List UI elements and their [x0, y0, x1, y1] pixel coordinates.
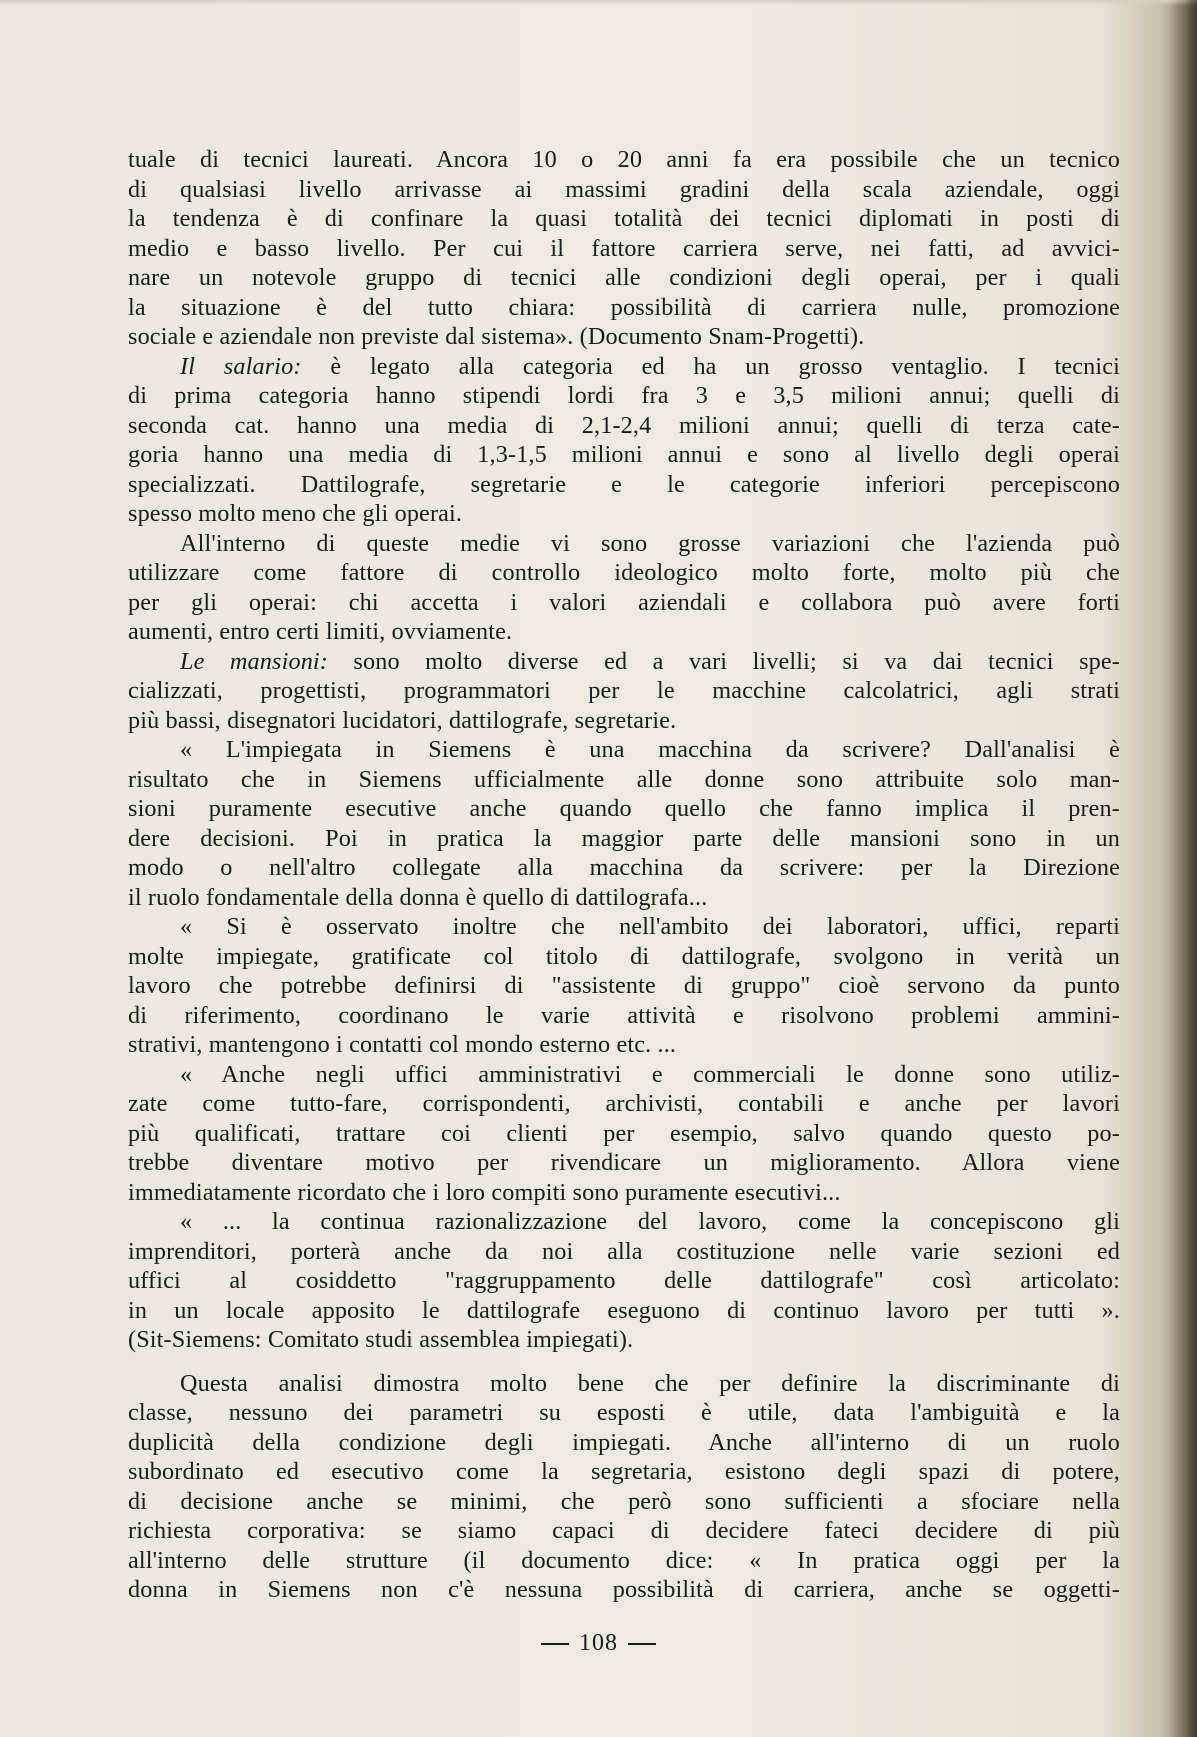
- page-top-edge: [0, 0, 1197, 6]
- text-line: « Si è osservato inoltre che nell'ambito dei laboratori, uffici, reparti: [180, 913, 1120, 940]
- text-line: « ... la continua razionalizzazione del lavoro, come la concepiscono gli: [180, 1208, 1120, 1235]
- text-line: nare un notevole gruppo di tecnici alle condizioni degli operai, per i quali: [128, 264, 1120, 291]
- text-line: per gli operai: chi accetta i valori aziendali e collabora può avere forti: [128, 588, 1120, 616]
- paragraph: [128, 145, 1120, 352]
- text-line: All'interno di queste medie vi sono grosse variazioni che l'azienda può: [180, 529, 1120, 557]
- text-line: di riferimento, coordinano le varie attività e risolvono problemi ammini-: [128, 1001, 1120, 1029]
- page-binding-shadow: [1169, 0, 1197, 1737]
- text-line: medio e basso livello. Per cui il fattore carriera serve, nei fatti, ad avvici-: [128, 234, 1120, 262]
- paragraph: [128, 529, 1120, 647]
- page-number-dash-right: [628, 1643, 656, 1645]
- text-line: dere decisioni. Poi in pratica la maggior parte delle mansioni sono in un: [128, 824, 1120, 852]
- paragraph-gap: [128, 1355, 1120, 1369]
- page-number-dash-left: [541, 1643, 569, 1645]
- text-line: seconda cat. hanno una media di 2,1-2,4 milioni annui; quelli di terza cate-: [128, 411, 1120, 439]
- text-line: strativi, mantengono i contatti col mondo esterno etc. ...: [128, 1031, 677, 1058]
- text-line: immediatamente ricordato che i loro compiti sono puramente esecutivi...: [128, 1178, 841, 1206]
- section-lead: Le mansioni:: [180, 647, 329, 675]
- text-line: goria hanno una media di 1,3-1,5 milioni annui e sono al livello degli operai: [128, 441, 1120, 468]
- text-line: Il salario: è legato alla categoria ed ha un grosso ventaglio. I tecnici: [180, 352, 1120, 380]
- paragraph: [128, 735, 1120, 912]
- page-number-value: 108: [579, 1630, 618, 1656]
- paragraph: [128, 647, 1120, 736]
- text-line: utilizzare come fattore di controllo ideologico molto forte, molto più che: [128, 559, 1120, 586]
- page-number: [0, 1630, 1197, 1657]
- text-line: Le mansioni: sono molto diverse ed a vari livelli; si va dai tecnici spe-: [180, 647, 1120, 675]
- text-line: (Sit-Siemens: Comitato studi assemblea impiegati).: [128, 1326, 634, 1353]
- text-line: « L'impiegata in Siemens è una macchina da scrivere? Dall'analisi è: [180, 736, 1120, 763]
- text-line: classe, nessuno dei parametri su esposti è utile, data l'ambiguità e la: [128, 1399, 1120, 1426]
- text-line: Questa analisi dimostra molto bene che per definire la discriminante di: [180, 1369, 1120, 1397]
- text-line: all'interno delle strutture (il documento dice: « In pratica oggi per la: [128, 1546, 1120, 1574]
- paragraph: [128, 912, 1120, 1060]
- text-line: il ruolo fondamentale della donna è quello di dattilografa...: [128, 883, 708, 911]
- text-line: specializzati. Dattilografe, segretarie e le categorie inferiori percepiscono: [128, 470, 1120, 498]
- text-line: uffici al cosiddetto "raggruppamento delle dattilografe" così articolato:: [128, 1267, 1120, 1294]
- text-line: la situazione è del tutto chiara: possibilità di carriera nulle, promozione: [128, 293, 1120, 321]
- text-line: duplicità della condizione degli impiegati. Anche all'interno di un ruolo: [128, 1428, 1120, 1456]
- text-line: più qualificati, trattare coi clienti per esempio, salvo quando questo po-: [128, 1119, 1120, 1147]
- paragraph: [128, 1060, 1120, 1208]
- text-line: di decisione anche se minimi, che però sono sufficienti a sfociare nella: [128, 1487, 1120, 1515]
- text-line: molte impiegate, gratificate col titolo di dattilografe, svolgono in verità un: [128, 942, 1120, 970]
- text-line: in un locale apposito le dattilografe eseguono di continuo lavoro per tutti ».: [128, 1296, 1120, 1324]
- text-line: zate come tutto-fare, corrispondenti, archivisti, contabili e anche per lavori: [128, 1090, 1120, 1117]
- text-line: aumenti, entro certi limiti, ovviamente.: [128, 618, 513, 645]
- text-line: modo o nell'altro collegate alla macchina da scrivere: per la Direzione: [128, 854, 1120, 881]
- section-lead: Il salario:: [180, 352, 302, 380]
- text-line: subordinato ed esecutivo come la segretaria, esistono degli spazi di potere,: [128, 1458, 1120, 1485]
- text-line: tuale di tecnici laureati. Ancora 10 o 20 anni fa era possibile che un tecnico: [128, 146, 1120, 173]
- body-text: [128, 145, 1120, 1605]
- paragraph: [128, 352, 1120, 529]
- text-line: donna in Siemens non c'è nessuna possibilità di carriera, anche se oggetti-: [128, 1576, 1120, 1603]
- text-line: cializzati, progettisti, programmatori per le macchine calcolatrici, agli strati: [128, 677, 1120, 704]
- text-line: trebbe diventare motivo per rivendicare un miglioramento. Allora viene: [128, 1149, 1120, 1176]
- text-line: risultato che in Siemens ufficialmente alle donne sono attribuite solo man-: [128, 765, 1120, 793]
- text-line: sociale e aziendale non previste dal sistema». (Documento Snam-Progetti).: [128, 323, 865, 350]
- text-line: più bassi, disegnatori lucidatori, dattilografe, segretarie.: [128, 706, 677, 734]
- text-line: « Anche negli uffici amministrativi e commerciali le donne sono utiliz-: [180, 1060, 1120, 1088]
- text-line: spesso molto meno che gli operai.: [128, 500, 463, 527]
- text-line: di prima categoria hanno stipendi lordi fra 3 e 3,5 milioni annui; quelli di: [128, 382, 1120, 409]
- text-line: sioni puramente esecutive anche quando quello che fanno implica il pren-: [128, 795, 1120, 822]
- text-line: richiesta corporativa: se siamo capaci di decidere fateci decidere di più: [128, 1517, 1120, 1544]
- paragraph: [128, 1207, 1120, 1355]
- text-line: la tendenza è di confinare la quasi totalità dei tecnici diplomati in posti di: [128, 205, 1120, 232]
- paragraph: [128, 1369, 1120, 1605]
- text-line: imprenditori, porterà anche da noi alla costituzione nelle varie sezioni ed: [128, 1237, 1120, 1265]
- text-line: di qualsiasi livello arrivasse ai massimi gradini della scala aziendale, oggi: [128, 175, 1120, 203]
- text-line: lavoro che potrebbe definirsi di "assistente di gruppo" cioè servono da punto: [128, 972, 1120, 999]
